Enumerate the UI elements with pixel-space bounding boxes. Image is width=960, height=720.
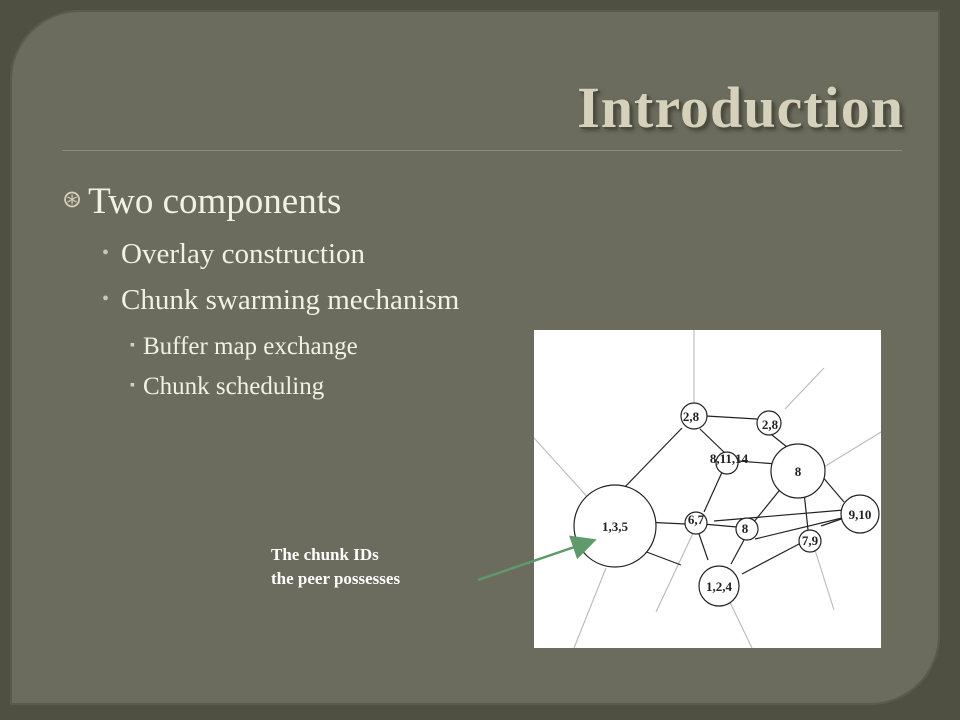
- bullet-level2: [102, 284, 459, 317]
- slide-title: Introduction: [577, 75, 904, 140]
- dot-bullet-icon: •: [102, 242, 110, 264]
- circle-bullet-icon: ⊛: [62, 187, 83, 213]
- node-label: 1,2,4: [706, 579, 732, 594]
- bullet-text-buffer-map: Buffer map exchange: [142, 333, 358, 360]
- bullet-text-two-components: Two components: [88, 181, 342, 222]
- node-label: 6,7: [687, 512, 705, 527]
- square-bullet-icon: ▪: [130, 378, 135, 393]
- bullet-level1: [62, 180, 341, 223]
- square-bullet-icon: ▪: [130, 338, 135, 353]
- bullet-text-overlay: Overlay construction: [121, 238, 366, 270]
- node-label: 7,9: [801, 533, 819, 548]
- callout-line-1: The chunk IDs: [271, 545, 379, 564]
- bullet-text-scheduling: Chunk scheduling: [142, 373, 325, 400]
- node-label: 8,11,14: [709, 451, 749, 466]
- overlay-graph: [534, 330, 881, 648]
- bullet-level3: [130, 333, 358, 361]
- node-label: 8: [794, 464, 802, 479]
- node-label: 9,10: [848, 507, 872, 522]
- dot-bullet-icon: •: [102, 288, 110, 310]
- node-label: 8: [741, 521, 749, 536]
- callout-text: [271, 543, 400, 591]
- title-divider: [62, 150, 902, 151]
- overlay-graph-figure: [534, 330, 881, 648]
- node-label: 2,8: [682, 409, 700, 424]
- bullet-level2: [102, 238, 365, 271]
- callout-line-2: the peer possesses: [271, 569, 401, 588]
- node-label: 2,8: [761, 417, 779, 432]
- node-label: 1,3,5: [602, 519, 628, 534]
- bullet-level3: [130, 373, 324, 401]
- bullet-text-swarming: Chunk swarming mechanism: [121, 284, 460, 316]
